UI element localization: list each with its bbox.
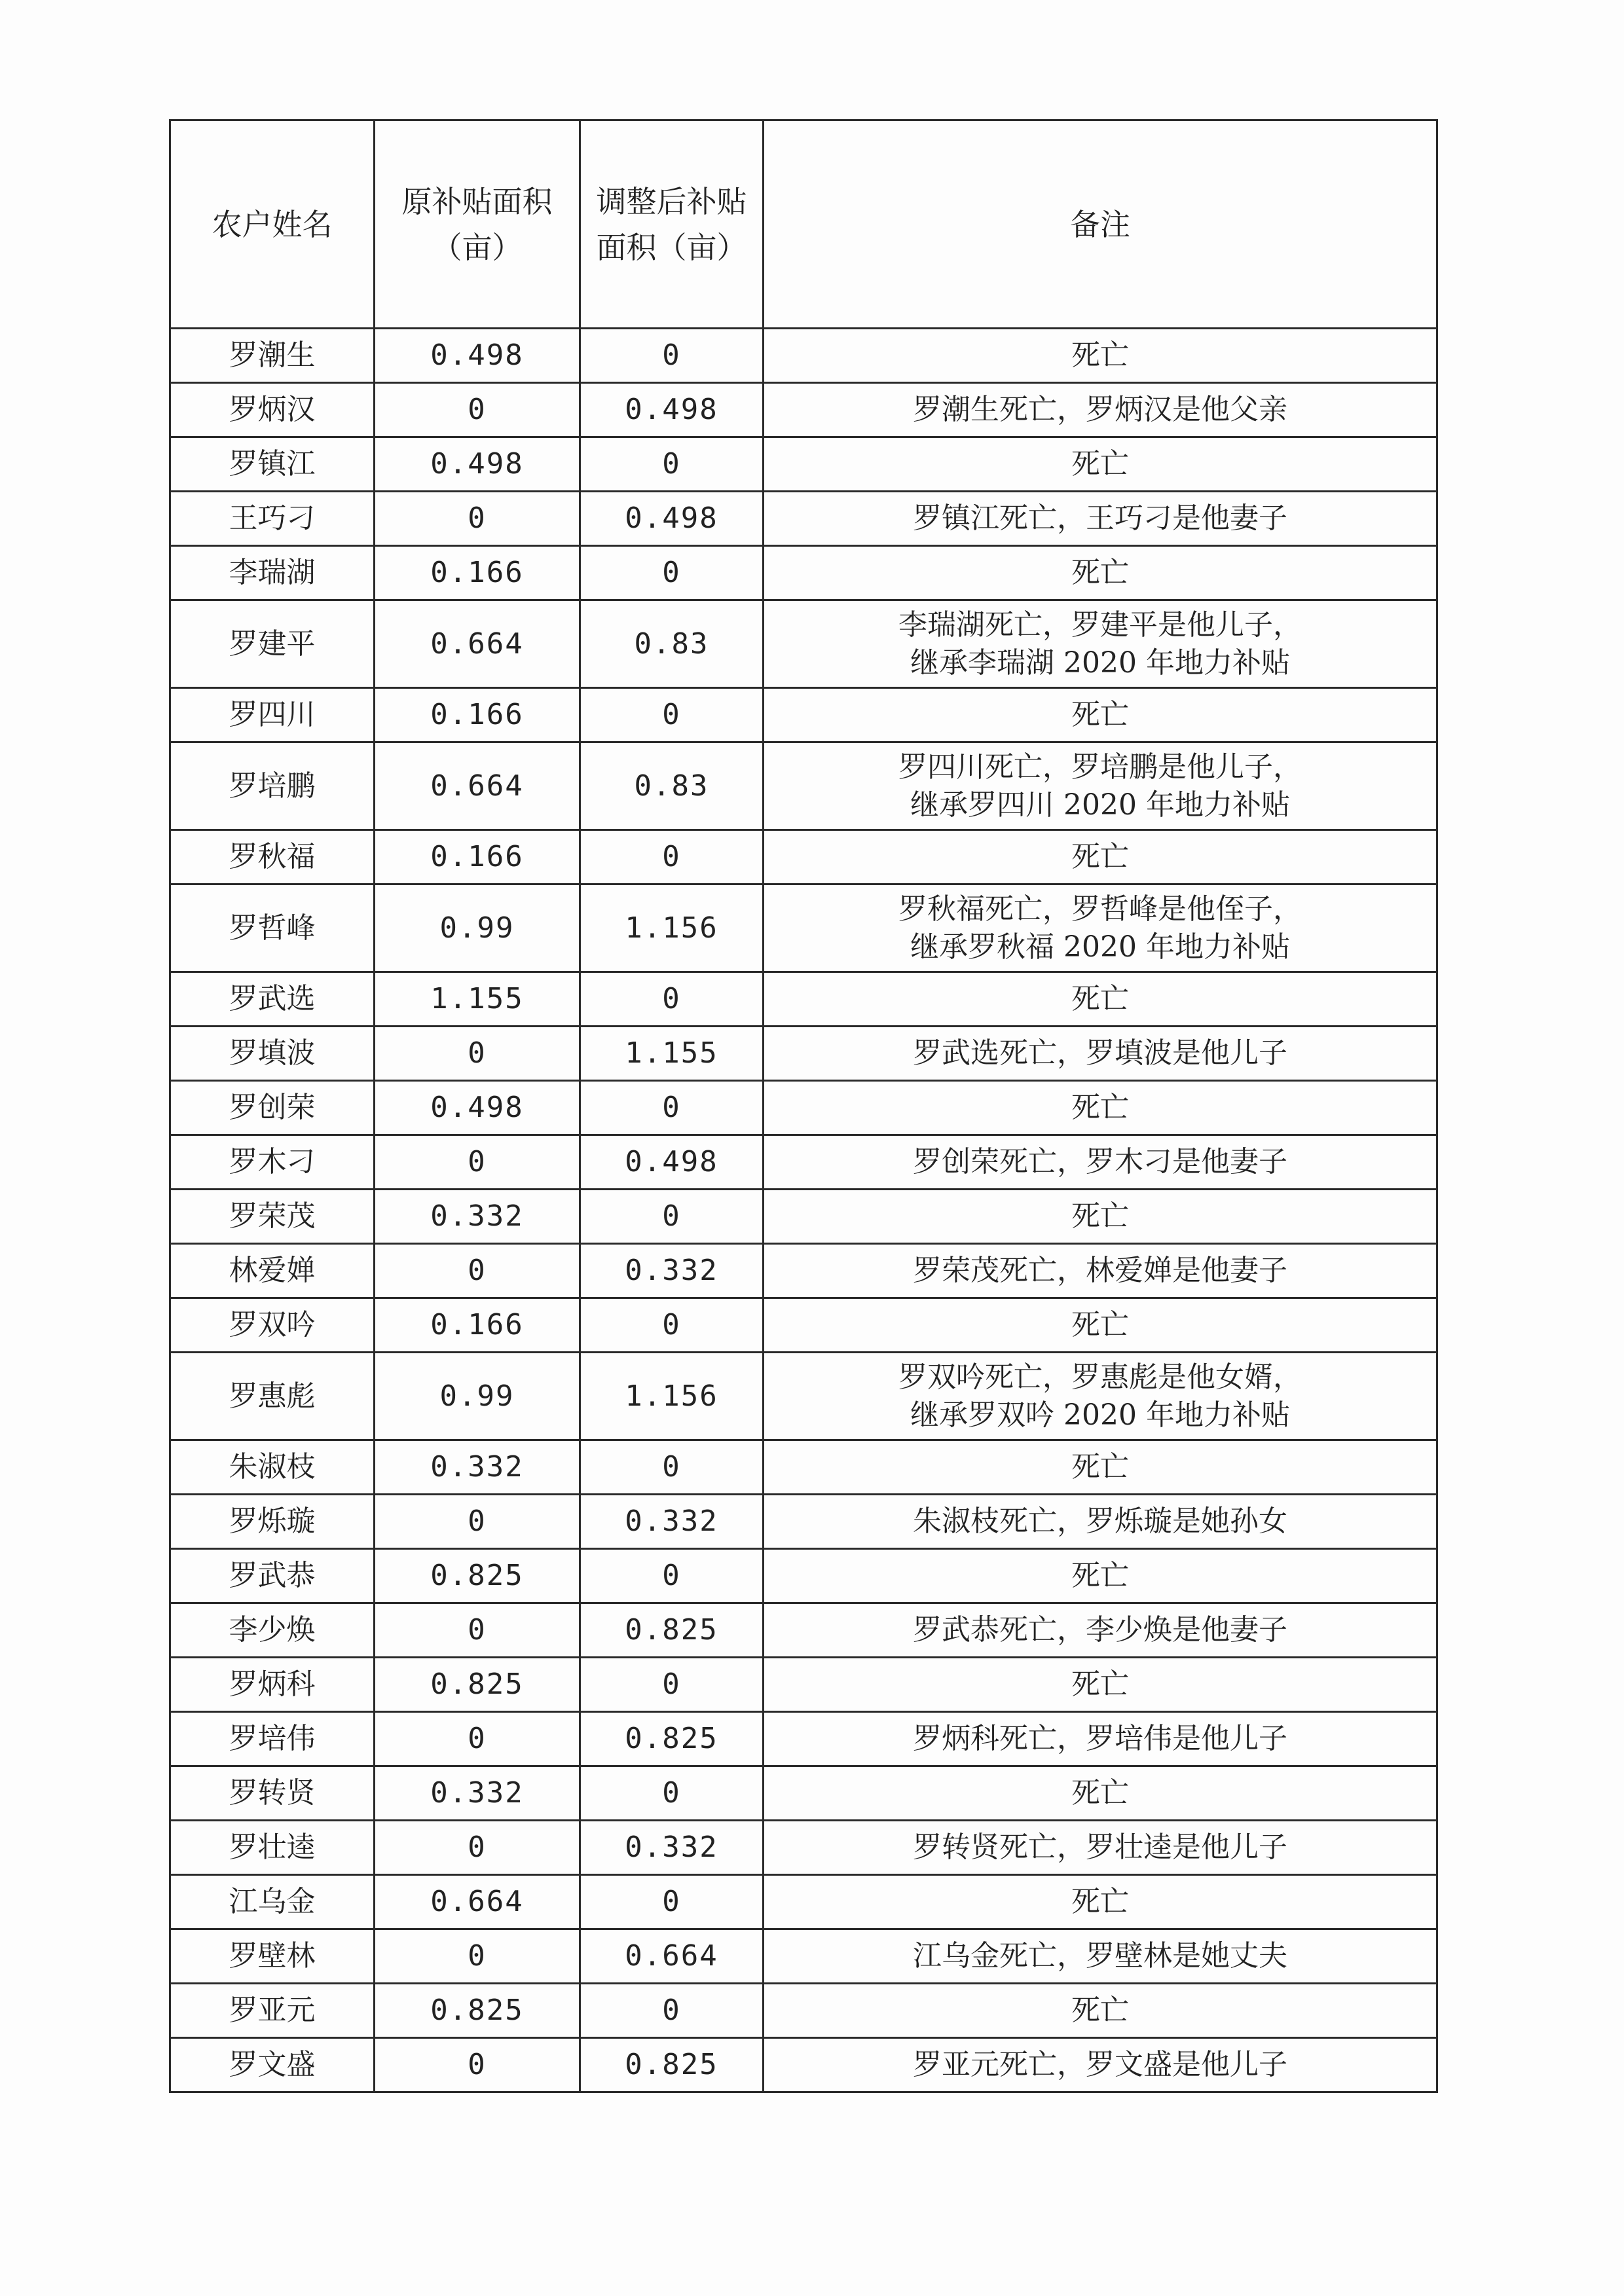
cell-original-area: 0.825: [375, 1984, 580, 2038]
cell-original-area: 0: [375, 1495, 580, 1549]
cell-farmer-name: 朱淑枝: [170, 1440, 375, 1495]
table-row: [170, 1298, 1437, 1353]
note-line: 罗亚元死亡，罗文盛是他儿子: [913, 2048, 1287, 2081]
cell-adjusted-area: 0.825: [580, 2038, 764, 2092]
note-line: 死亡: [1071, 698, 1129, 731]
cell-original-area: 0: [375, 1603, 580, 1658]
cell-original-area: 0.498: [375, 329, 580, 383]
cell-note: [764, 1495, 1437, 1549]
note-line: 继承罗四川 2020 年地力补贴: [910, 788, 1290, 822]
table-row: [170, 1766, 1437, 1821]
header-name: 农户姓名: [170, 120, 375, 329]
cell-farmer-name: 罗镇江: [170, 437, 375, 492]
table-row: [170, 1984, 1437, 2038]
table-row: [170, 688, 1437, 742]
table-row: [170, 1875, 1437, 1929]
cell-farmer-name: 罗武选: [170, 972, 375, 1027]
cell-original-area: 0.99: [375, 1353, 580, 1440]
table-row: [170, 1440, 1437, 1495]
table-row: [170, 1244, 1437, 1298]
subsidy-adjustment-table: [169, 119, 1438, 2093]
note-line: 罗秋福死亡，罗哲峰是他侄子，: [898, 892, 1302, 926]
table-row: [170, 437, 1437, 492]
cell-original-area: 1.155: [375, 972, 580, 1027]
note-line: 死亡: [1071, 1199, 1129, 1233]
cell-original-area: 0.825: [375, 1658, 580, 1712]
header-adjusted-area-line-1: 调整后补贴: [596, 183, 747, 219]
note-line: 死亡: [1071, 1776, 1129, 1810]
cell-farmer-name: 罗秋福: [170, 830, 375, 884]
table-row: [170, 830, 1437, 884]
cell-adjusted-area: 1.156: [580, 1353, 764, 1440]
cell-farmer-name: 罗炳科: [170, 1658, 375, 1712]
note-line: 罗创荣死亡，罗木刁是他妻子: [913, 1145, 1287, 1178]
cell-note: [764, 600, 1437, 688]
table-row: [170, 600, 1437, 688]
cell-farmer-name: 罗建平: [170, 600, 375, 688]
cell-original-area: 0.664: [375, 1875, 580, 1929]
cell-adjusted-area: 0.664: [580, 1929, 764, 1984]
cell-note: [764, 688, 1437, 742]
header-note: 备注: [764, 120, 1437, 329]
note-line: 罗双吟死亡，罗惠彪是他女婿，: [898, 1360, 1302, 1394]
table-row: [170, 1658, 1437, 1712]
cell-adjusted-area: 0: [580, 546, 764, 600]
note-line: 李瑞湖死亡，罗建平是他儿子，: [898, 608, 1302, 642]
note-line: 罗武选死亡，罗填波是他儿子: [913, 1036, 1287, 1070]
note-line: 罗四川死亡，罗培鹏是他儿子，: [898, 750, 1302, 784]
cell-note: [764, 972, 1437, 1027]
table-header-row: [170, 120, 1437, 329]
cell-farmer-name: 罗创荣: [170, 1081, 375, 1135]
note-line: 继承李瑞湖 2020 年地力补贴: [910, 646, 1290, 680]
table-row: [170, 1549, 1437, 1603]
cell-farmer-name: 李瑞湖: [170, 546, 375, 600]
cell-farmer-name: 王巧刁: [170, 492, 375, 546]
note-line: 死亡: [1071, 1308, 1129, 1341]
table-row: [170, 492, 1437, 546]
table-row: [170, 329, 1437, 383]
table-row: [170, 1081, 1437, 1135]
cell-original-area: 0: [375, 1712, 580, 1766]
cell-note: [764, 1298, 1437, 1353]
table-row: [170, 1929, 1437, 1984]
cell-original-area: 0.166: [375, 688, 580, 742]
cell-adjusted-area: 0: [580, 1658, 764, 1712]
cell-note: [764, 1929, 1437, 1984]
cell-original-area: 0: [375, 1929, 580, 1984]
cell-original-area: 0.664: [375, 600, 580, 688]
cell-note: [764, 1190, 1437, 1244]
cell-adjusted-area: 0: [580, 688, 764, 742]
cell-original-area: 0: [375, 1244, 580, 1298]
cell-farmer-name: 罗哲峰: [170, 884, 375, 972]
note-line: 死亡: [1071, 1559, 1129, 1592]
cell-farmer-name: 江乌金: [170, 1875, 375, 1929]
cell-original-area: 0.825: [375, 1549, 580, 1603]
cell-farmer-name: 林爱婵: [170, 1244, 375, 1298]
cell-farmer-name: 罗转贤: [170, 1766, 375, 1821]
table-row: [170, 383, 1437, 437]
cell-original-area: 0.166: [375, 830, 580, 884]
cell-farmer-name: 罗炳汉: [170, 383, 375, 437]
note-line: 继承罗秋福 2020 年地力补贴: [910, 930, 1290, 964]
cell-note: [764, 1440, 1437, 1495]
cell-adjusted-area: 0: [580, 1875, 764, 1929]
header-adjusted-area: [580, 120, 764, 329]
cell-original-area: 0.332: [375, 1440, 580, 1495]
cell-note: [764, 329, 1437, 383]
cell-farmer-name: 罗文盛: [170, 2038, 375, 2092]
cell-farmer-name: 罗四川: [170, 688, 375, 742]
header-original-area-line-1: 原补贴面积: [401, 183, 553, 219]
cell-note: [764, 1712, 1437, 1766]
cell-original-area: 0.664: [375, 742, 580, 830]
cell-adjusted-area: 0: [580, 1298, 764, 1353]
cell-note: [764, 742, 1437, 830]
cell-farmer-name: 罗培伟: [170, 1712, 375, 1766]
cell-note: [764, 1135, 1437, 1190]
cell-note: [764, 1766, 1437, 1821]
note-line: 死亡: [1071, 556, 1129, 589]
cell-original-area: 0: [375, 2038, 580, 2092]
note-line: 死亡: [1071, 1450, 1129, 1484]
cell-farmer-name: 罗壮逵: [170, 1821, 375, 1875]
cell-farmer-name: 罗潮生: [170, 329, 375, 383]
cell-note: [764, 492, 1437, 546]
cell-farmer-name: 罗培鹏: [170, 742, 375, 830]
cell-adjusted-area: 0: [580, 1549, 764, 1603]
table-row: [170, 1190, 1437, 1244]
cell-adjusted-area: 0: [580, 1440, 764, 1495]
note-line: 罗潮生死亡，罗炳汉是他父亲: [913, 393, 1287, 426]
cell-note: [764, 1658, 1437, 1712]
cell-adjusted-area: 0.83: [580, 600, 764, 688]
table-row: [170, 1135, 1437, 1190]
note-line: 罗转贤死亡，罗壮逵是他儿子: [913, 1831, 1287, 1864]
table-row: [170, 1821, 1437, 1875]
table-row: [170, 1027, 1437, 1081]
cell-adjusted-area: 0: [580, 1984, 764, 2038]
cell-farmer-name: 罗双吟: [170, 1298, 375, 1353]
table-row: [170, 884, 1437, 972]
cell-original-area: 0: [375, 1821, 580, 1875]
cell-note: [764, 1875, 1437, 1929]
header-original-area-line-2: （亩）: [432, 229, 523, 265]
note-line: 死亡: [1071, 982, 1129, 1015]
cell-adjusted-area: 0: [580, 830, 764, 884]
cell-original-area: 0.332: [375, 1766, 580, 1821]
cell-original-area: 0: [375, 1135, 580, 1190]
cell-adjusted-area: 0.332: [580, 1244, 764, 1298]
cell-original-area: 0.166: [375, 1298, 580, 1353]
table-row: [170, 1603, 1437, 1658]
note-line: 罗武恭死亡，李少焕是他妻子: [913, 1613, 1287, 1647]
cell-note: [764, 1821, 1437, 1875]
note-line: 朱淑枝死亡，罗烁璇是她孙女: [913, 1504, 1287, 1538]
note-line: 死亡: [1071, 1994, 1129, 2027]
cell-adjusted-area: 0.332: [580, 1495, 764, 1549]
cell-farmer-name: 罗烁璇: [170, 1495, 375, 1549]
table-body: [170, 329, 1437, 2092]
table-row: [170, 972, 1437, 1027]
table-row: [170, 2038, 1437, 2092]
cell-original-area: 0: [375, 492, 580, 546]
cell-farmer-name: 李少焕: [170, 1603, 375, 1658]
cell-note: [764, 383, 1437, 437]
cell-adjusted-area: 0.83: [580, 742, 764, 830]
cell-note: [764, 1984, 1437, 2038]
table-row: [170, 1495, 1437, 1549]
cell-adjusted-area: 0.498: [580, 383, 764, 437]
header-adjusted-area-line-2: 面积（亩）: [596, 229, 747, 265]
cell-adjusted-area: 1.156: [580, 884, 764, 972]
cell-note: [764, 2038, 1437, 2092]
cell-adjusted-area: 0.498: [580, 492, 764, 546]
cell-adjusted-area: 0: [580, 972, 764, 1027]
cell-note: [764, 1353, 1437, 1440]
cell-farmer-name: 罗木刁: [170, 1135, 375, 1190]
cell-original-area: 0.498: [375, 437, 580, 492]
note-line: 死亡: [1071, 338, 1129, 372]
cell-adjusted-area: 0.498: [580, 1135, 764, 1190]
table-row: [170, 1712, 1437, 1766]
cell-farmer-name: 罗惠彪: [170, 1353, 375, 1440]
cell-original-area: 0.99: [375, 884, 580, 972]
cell-original-area: 0: [375, 1027, 580, 1081]
cell-farmer-name: 罗壁林: [170, 1929, 375, 1984]
cell-farmer-name: 罗亚元: [170, 1984, 375, 2038]
note-line: 罗镇江死亡，王巧刁是他妻子: [913, 501, 1287, 535]
table-row: [170, 742, 1437, 830]
cell-note: [764, 1081, 1437, 1135]
cell-adjusted-area: 1.155: [580, 1027, 764, 1081]
cell-adjusted-area: 0: [580, 437, 764, 492]
note-line: 罗荣茂死亡，林爱婵是他妻子: [913, 1254, 1287, 1287]
cell-note: [764, 1244, 1437, 1298]
cell-adjusted-area: 0: [580, 1081, 764, 1135]
cell-adjusted-area: 0: [580, 1190, 764, 1244]
table-row: [170, 546, 1437, 600]
cell-adjusted-area: 0: [580, 329, 764, 383]
cell-farmer-name: 罗荣茂: [170, 1190, 375, 1244]
note-line: 死亡: [1071, 840, 1129, 873]
cell-farmer-name: 罗填波: [170, 1027, 375, 1081]
cell-original-area: 0.498: [375, 1081, 580, 1135]
cell-adjusted-area: 0.825: [580, 1603, 764, 1658]
note-line: 罗炳科死亡，罗培伟是他儿子: [913, 1722, 1287, 1755]
cell-note: [764, 830, 1437, 884]
cell-original-area: 0.332: [375, 1190, 580, 1244]
cell-note: [764, 437, 1437, 492]
cell-adjusted-area: 0.332: [580, 1821, 764, 1875]
cell-adjusted-area: 0: [580, 1766, 764, 1821]
cell-note: [764, 1603, 1437, 1658]
note-line: 继承罗双吟 2020 年地力补贴: [910, 1398, 1290, 1432]
header-original-area: [375, 120, 580, 329]
cell-note: [764, 1027, 1437, 1081]
cell-note: [764, 546, 1437, 600]
cell-note: [764, 884, 1437, 972]
cell-original-area: 0: [375, 383, 580, 437]
cell-original-area: 0.166: [375, 546, 580, 600]
table-row: [170, 1353, 1437, 1440]
cell-farmer-name: 罗武恭: [170, 1549, 375, 1603]
note-line: 死亡: [1071, 447, 1129, 481]
cell-adjusted-area: 0.825: [580, 1712, 764, 1766]
note-line: 死亡: [1071, 1667, 1129, 1701]
note-line: 死亡: [1071, 1885, 1129, 1918]
note-line: 死亡: [1071, 1091, 1129, 1124]
note-line: 江乌金死亡，罗壁林是她丈夫: [913, 1939, 1287, 1973]
cell-note: [764, 1549, 1437, 1603]
